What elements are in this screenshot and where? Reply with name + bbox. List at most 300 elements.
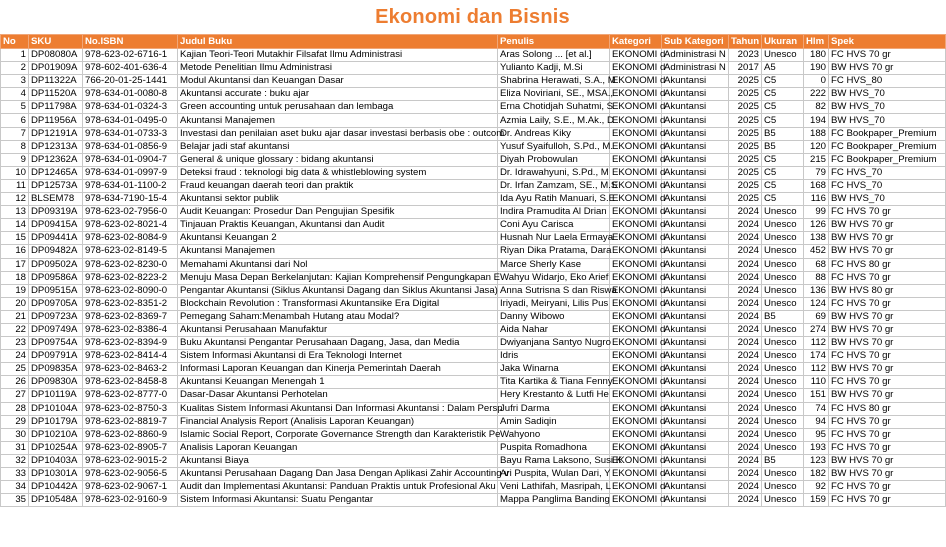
cell-ukuran[interactable]: Unesco — [762, 232, 804, 245]
cell-sub-kategori[interactable]: Akuntansi — [662, 101, 729, 114]
cell-tahun[interactable]: 2024 — [729, 376, 762, 389]
cell-hlm[interactable]: 182 — [804, 468, 829, 481]
cell-tahun[interactable]: 2024 — [729, 428, 762, 441]
header-col-sub-kategori[interactable]: Sub Kategori — [662, 35, 729, 49]
cell-no[interactable]: 12 — [1, 193, 29, 206]
cell-sku[interactable]: DP10442A — [29, 481, 83, 494]
cell-tahun[interactable]: 2024 — [729, 297, 762, 310]
cell-no[interactable]: 31 — [1, 441, 29, 454]
cell-judul-buku[interactable]: Modul Akuntansi dan Keuangan Dasar — [178, 75, 498, 88]
cell-no[interactable]: 6 — [1, 114, 29, 127]
cell-sub-kategori[interactable]: Akuntansi — [662, 494, 729, 507]
cell-hlm[interactable]: 112 — [804, 337, 829, 350]
cell-ukuran[interactable]: Unesco — [762, 415, 804, 428]
cell-hlm[interactable]: 120 — [804, 140, 829, 153]
cell-judul-buku[interactable]: Analisis Laporan Keuangan — [178, 441, 498, 454]
cell-isbn[interactable]: 978-623-02-8819-7 — [83, 415, 178, 428]
cell-tahun[interactable]: 2024 — [729, 219, 762, 232]
cell-spek[interactable]: FC HVS 70 gr — [829, 481, 946, 494]
cell-judul-buku[interactable]: Audit Keuangan: Prosedur Dan Pengujian Spesifik — [178, 206, 498, 219]
cell-penulis[interactable]: Jaka Winarna — [498, 363, 610, 376]
cell-sku[interactable]: DP08080A — [29, 49, 83, 62]
cell-hlm[interactable]: 180 — [804, 49, 829, 62]
cell-sku[interactable]: BLSEM78 — [29, 193, 83, 206]
cell-penulis[interactable]: Mappa Panglima Banding — [498, 494, 610, 507]
cell-spek[interactable]: FC HVS 70 gr — [829, 428, 946, 441]
cell-ukuran[interactable]: C5 — [762, 153, 804, 166]
cell-judul-buku[interactable]: Akuntansi Perusahaan Manufaktur — [178, 323, 498, 336]
cell-kategori[interactable]: EKONOMI d — [610, 219, 662, 232]
cell-kategori[interactable]: EKONOMI d — [610, 258, 662, 271]
cell-kategori[interactable]: EKONOMI d — [610, 389, 662, 402]
cell-hlm[interactable]: 79 — [804, 166, 829, 179]
cell-penulis[interactable]: Veni Lathifah, Masripah, L — [498, 481, 610, 494]
cell-ukuran[interactable]: B5 — [762, 127, 804, 140]
cell-kategori[interactable]: EKONOMI d — [610, 337, 662, 350]
cell-sku[interactable]: DP10254A — [29, 441, 83, 454]
cell-tahun[interactable]: 2024 — [729, 310, 762, 323]
cell-spek[interactable]: FC HVS 70 gr — [829, 206, 946, 219]
cell-kategori[interactable]: EKONOMI d — [610, 206, 662, 219]
cell-sku[interactable]: DP09441A — [29, 232, 83, 245]
cell-penulis[interactable]: Iriyadi, Meiryani, Lilis Pus — [498, 297, 610, 310]
cell-judul-buku[interactable]: Audit dan Implementasi Akuntansi: Panduan Praktis untuk Profesional Aku — [178, 481, 498, 494]
cell-isbn[interactable]: 978-623-02-8905-7 — [83, 441, 178, 454]
cell-no[interactable]: 17 — [1, 258, 29, 271]
cell-penulis[interactable]: Aras Solong ... [et al.] — [498, 49, 610, 62]
cell-spek[interactable]: BW HVS 70 gr — [829, 454, 946, 467]
cell-sub-kategori[interactable]: Akuntansi — [662, 179, 729, 192]
cell-spek[interactable]: FC Bookpaper_Premium — [829, 127, 946, 140]
cell-sub-kategori[interactable]: Akuntansi — [662, 271, 729, 284]
cell-sub-kategori[interactable]: Akuntansi — [662, 376, 729, 389]
cell-judul-buku[interactable]: Blockchain Revolution : Transformasi Akuntansike Era Digital — [178, 297, 498, 310]
cell-judul-buku[interactable]: Deteksi fraud : teknologi big data & whistleblowing system — [178, 166, 498, 179]
cell-sku[interactable]: DP11956A — [29, 114, 83, 127]
cell-judul-buku[interactable]: Pengantar Akuntansi (Siklus Akuntansi Dagang dan Siklus Akuntansi Jasa) — [178, 284, 498, 297]
cell-ukuran[interactable]: C5 — [762, 114, 804, 127]
cell-sku[interactable]: DP10119A — [29, 389, 83, 402]
cell-hlm[interactable]: 69 — [804, 310, 829, 323]
cell-sku[interactable]: DP09502A — [29, 258, 83, 271]
cell-kategori[interactable]: EKONOMI d — [610, 153, 662, 166]
cell-ukuran[interactable]: Unesco — [762, 468, 804, 481]
cell-judul-buku[interactable]: Dasar-Dasar Akuntansi Perhotelan — [178, 389, 498, 402]
cell-sub-kategori[interactable]: Akuntansi — [662, 114, 729, 127]
cell-judul-buku[interactable]: Kajian Teori-Teori Mutakhir Filsafat Ilmu Administrasi — [178, 49, 498, 62]
cell-penulis[interactable]: Wahyono — [498, 428, 610, 441]
cell-isbn[interactable]: 978-623-02-8386-4 — [83, 323, 178, 336]
cell-judul-buku[interactable]: Akuntansi Biaya — [178, 454, 498, 467]
cell-judul-buku[interactable]: Financial Analysis Report (Analisis Laporan Keuangan) — [178, 415, 498, 428]
cell-spek[interactable]: BW HVS 70 gr — [829, 310, 946, 323]
cell-sub-kategori[interactable]: Akuntansi — [662, 219, 729, 232]
cell-isbn[interactable]: 978-634-01-0495-0 — [83, 114, 178, 127]
cell-isbn[interactable]: 978-623-02-7956-0 — [83, 206, 178, 219]
cell-isbn[interactable]: 978-623-02-8458-8 — [83, 376, 178, 389]
cell-ukuran[interactable]: Unesco — [762, 323, 804, 336]
cell-judul-buku[interactable]: Informasi Laporan Keuangan dan Kinerja Pemerintah Daerah — [178, 363, 498, 376]
cell-sku[interactable]: DP09791A — [29, 350, 83, 363]
cell-no[interactable]: 8 — [1, 140, 29, 153]
cell-spek[interactable]: FC Bookpaper_Premium — [829, 140, 946, 153]
header-col-spek[interactable]: Spek — [829, 35, 946, 49]
cell-spek[interactable]: FC HVS 80 gr — [829, 258, 946, 271]
cell-sku[interactable]: DP11520A — [29, 88, 83, 101]
cell-sub-kategori[interactable]: Akuntansi — [662, 206, 729, 219]
cell-tahun[interactable]: 2025 — [729, 114, 762, 127]
cell-tahun[interactable]: 2024 — [729, 271, 762, 284]
cell-isbn[interactable]: 978-623-02-6716-1 — [83, 49, 178, 62]
cell-tahun[interactable]: 2025 — [729, 193, 762, 206]
cell-spek[interactable]: BW HVS_70 — [829, 101, 946, 114]
cell-sub-kategori[interactable]: Akuntansi — [662, 389, 729, 402]
cell-tahun[interactable]: 2024 — [729, 232, 762, 245]
cell-no[interactable]: 27 — [1, 389, 29, 402]
header-col-isbn[interactable]: No.ISBN — [83, 35, 178, 49]
cell-hlm[interactable]: 190 — [804, 62, 829, 75]
cell-penulis[interactable]: Marce Sherly Kase — [498, 258, 610, 271]
cell-ukuran[interactable]: C5 — [762, 179, 804, 192]
cell-sku[interactable]: DP11798A — [29, 101, 83, 114]
cell-ukuran[interactable]: Unesco — [762, 297, 804, 310]
cell-ukuran[interactable]: C5 — [762, 193, 804, 206]
cell-no[interactable]: 26 — [1, 376, 29, 389]
cell-judul-buku[interactable]: Akuntansi sektor publik — [178, 193, 498, 206]
cell-isbn[interactable]: 978-623-02-8860-9 — [83, 428, 178, 441]
cell-penulis[interactable]: Dr. Irfan Zamzam, SE., M.S — [498, 179, 610, 192]
cell-hlm[interactable]: 126 — [804, 219, 829, 232]
cell-judul-buku[interactable]: Akuntansi Keuangan Menengah 1 — [178, 376, 498, 389]
cell-no[interactable]: 28 — [1, 402, 29, 415]
cell-penulis[interactable]: Yulianto Kadji, M.Si — [498, 62, 610, 75]
cell-tahun[interactable]: 2024 — [729, 441, 762, 454]
cell-tahun[interactable]: 2024 — [729, 481, 762, 494]
cell-judul-buku[interactable]: Sistem Informasi Akuntansi: Suatu Pengantar — [178, 494, 498, 507]
cell-kategori[interactable]: EKONOMI d — [610, 179, 662, 192]
cell-no[interactable]: 35 — [1, 494, 29, 507]
cell-spek[interactable]: FC HVS 70 gr — [829, 494, 946, 507]
cell-sub-kategori[interactable]: Akuntansi — [662, 245, 729, 258]
cell-hlm[interactable]: 215 — [804, 153, 829, 166]
cell-no[interactable]: 22 — [1, 323, 29, 336]
cell-sub-kategori[interactable]: Akuntansi — [662, 468, 729, 481]
cell-penulis[interactable]: Danny Wibowo — [498, 310, 610, 323]
header-col-sku[interactable]: SKU — [29, 35, 83, 49]
cell-hlm[interactable]: 194 — [804, 114, 829, 127]
cell-ukuran[interactable]: Unesco — [762, 219, 804, 232]
cell-ukuran[interactable]: Unesco — [762, 376, 804, 389]
cell-kategori[interactable]: EKONOMI d — [610, 193, 662, 206]
cell-penulis[interactable]: Eliza Noviriani, SE., MSA., — [498, 88, 610, 101]
cell-sku[interactable]: DP09415A — [29, 219, 83, 232]
cell-no[interactable]: 19 — [1, 284, 29, 297]
cell-isbn[interactable]: 978-623-02-9160-9 — [83, 494, 178, 507]
cell-penulis[interactable]: Indira Pramudita Al Drian — [498, 206, 610, 219]
cell-ukuran[interactable]: Unesco — [762, 258, 804, 271]
cell-no[interactable]: 7 — [1, 127, 29, 140]
cell-tahun[interactable]: 2025 — [729, 153, 762, 166]
cell-sku[interactable]: DP09515A — [29, 284, 83, 297]
cell-sku[interactable]: DP12191A — [29, 127, 83, 140]
cell-kategori[interactable]: EKONOMI d — [610, 114, 662, 127]
cell-sub-kategori[interactable]: Akuntansi — [662, 153, 729, 166]
cell-spek[interactable]: BW HVS 70 gr — [829, 389, 946, 402]
cell-no[interactable]: 20 — [1, 297, 29, 310]
cell-judul-buku[interactable]: Belajar jadi staf akuntansi — [178, 140, 498, 153]
cell-judul-buku[interactable]: Metode Penelitian Ilmu Administrasi — [178, 62, 498, 75]
cell-judul-buku[interactable]: Menuju Masa Depan Berkelanjutan: Kajian Komprehensif Pengungkapan E — [178, 271, 498, 284]
cell-sku[interactable]: DP09835A — [29, 363, 83, 376]
cell-sku[interactable]: DP09586A — [29, 271, 83, 284]
cell-hlm[interactable]: 274 — [804, 323, 829, 336]
cell-tahun[interactable]: 2024 — [729, 245, 762, 258]
cell-judul-buku[interactable]: Islamic Social Report, Corporate Governance Strength dan Karakteristik Pe — [178, 428, 498, 441]
cell-ukuran[interactable]: Unesco — [762, 206, 804, 219]
cell-no[interactable]: 5 — [1, 101, 29, 114]
cell-kategori[interactable]: EKONOMI d — [610, 376, 662, 389]
cell-judul-buku[interactable]: Tinjauan Praktis Keuangan, Akuntansi dan Audit — [178, 219, 498, 232]
cell-kategori[interactable]: EKONOMI d — [610, 481, 662, 494]
cell-isbn[interactable]: 978-623-02-9056-5 — [83, 468, 178, 481]
cell-sub-kategori[interactable]: Akuntansi — [662, 441, 729, 454]
cell-no[interactable]: 9 — [1, 153, 29, 166]
cell-ukuran[interactable]: C5 — [762, 101, 804, 114]
cell-tahun[interactable]: 2025 — [729, 140, 762, 153]
cell-kategori[interactable]: EKONOMI d — [610, 88, 662, 101]
cell-ukuran[interactable]: Unesco — [762, 494, 804, 507]
cell-spek[interactable]: BW HVS 70 gr — [829, 468, 946, 481]
cell-sub-kategori[interactable]: Akuntansi — [662, 127, 729, 140]
cell-sub-kategori[interactable]: Akuntansi — [662, 297, 729, 310]
cell-no[interactable]: 24 — [1, 350, 29, 363]
cell-kategori[interactable]: EKONOMI d — [610, 441, 662, 454]
cell-no[interactable]: 18 — [1, 271, 29, 284]
cell-ukuran[interactable]: Unesco — [762, 428, 804, 441]
header-col-ukuran[interactable]: Ukuran — [762, 35, 804, 49]
cell-spek[interactable]: FC Bookpaper_Premium — [829, 153, 946, 166]
cell-spek[interactable]: FC HVS_70 — [829, 166, 946, 179]
cell-penulis[interactable]: Anna Sutrisna S dan Riswa — [498, 284, 610, 297]
cell-kategori[interactable]: EKONOMI d — [610, 101, 662, 114]
cell-sku[interactable]: DP09705A — [29, 297, 83, 310]
cell-hlm[interactable]: 92 — [804, 481, 829, 494]
cell-isbn[interactable]: 978-623-02-8750-3 — [83, 402, 178, 415]
cell-tahun[interactable]: 2024 — [729, 468, 762, 481]
cell-isbn[interactable]: 978-634-01-0080-8 — [83, 88, 178, 101]
cell-ukuran[interactable]: Unesco — [762, 271, 804, 284]
cell-tahun[interactable]: 2024 — [729, 415, 762, 428]
cell-ukuran[interactable]: C5 — [762, 75, 804, 88]
cell-sub-kategori[interactable]: Akuntansi — [662, 140, 729, 153]
cell-isbn[interactable]: 978-623-02-9067-1 — [83, 481, 178, 494]
cell-ukuran[interactable]: Unesco — [762, 245, 804, 258]
cell-spek[interactable]: BW HVS 70 gr — [829, 363, 946, 376]
cell-kategori[interactable]: EKONOMI d — [610, 494, 662, 507]
cell-spek[interactable]: BW HVS 70 gr — [829, 219, 946, 232]
cell-penulis[interactable]: Shabrina Herawati, S.A., M — [498, 75, 610, 88]
cell-isbn[interactable]: 978-634-7190-15-4 — [83, 193, 178, 206]
cell-sub-kategori[interactable]: Akuntansi — [662, 337, 729, 350]
cell-sku[interactable]: DP11322A — [29, 75, 83, 88]
cell-tahun[interactable]: 2024 — [729, 454, 762, 467]
cell-ukuran[interactable]: B5 — [762, 140, 804, 153]
cell-no[interactable]: 21 — [1, 310, 29, 323]
cell-penulis[interactable]: Dr. Andreas Kiky — [498, 127, 610, 140]
cell-sub-kategori[interactable]: Akuntansi — [662, 166, 729, 179]
cell-isbn[interactable]: 978-623-02-8090-0 — [83, 284, 178, 297]
cell-penulis[interactable]: Bayu Rama Laksono, Susi K — [498, 454, 610, 467]
cell-sub-kategori[interactable]: Akuntansi — [662, 428, 729, 441]
cell-kategori[interactable]: EKONOMI d — [610, 310, 662, 323]
cell-penulis[interactable]: Tita Kartika & Tiana Fenny — [498, 376, 610, 389]
cell-tahun[interactable]: 2024 — [729, 350, 762, 363]
cell-penulis[interactable]: Ari Puspita, Wulan Dari, Y — [498, 468, 610, 481]
cell-spek[interactable]: BW HVS_70 — [829, 114, 946, 127]
cell-spek[interactable]: FC HVS_80 — [829, 75, 946, 88]
cell-sub-kategori[interactable]: Akuntansi — [662, 402, 729, 415]
cell-kategori[interactable]: EKONOMI d — [610, 232, 662, 245]
cell-isbn[interactable]: 978-623-02-8777-0 — [83, 389, 178, 402]
cell-sku[interactable]: DP09482A — [29, 245, 83, 258]
cell-spek[interactable]: BW HVS 70 gr — [829, 323, 946, 336]
cell-kategori[interactable]: EKONOMI d — [610, 415, 662, 428]
cell-isbn[interactable]: 978-623-02-8230-0 — [83, 258, 178, 271]
cell-sku[interactable]: DP01909A — [29, 62, 83, 75]
cell-judul-buku[interactable]: Akuntansi Manajemen — [178, 245, 498, 258]
cell-sub-kategori[interactable]: Akuntansi — [662, 323, 729, 336]
cell-isbn[interactable]: 978-634-01-1100-2 — [83, 179, 178, 192]
cell-hlm[interactable]: 138 — [804, 232, 829, 245]
cell-spek[interactable]: FC HVS 70 gr — [829, 271, 946, 284]
cell-isbn[interactable]: 978-634-01-0324-3 — [83, 101, 178, 114]
cell-penulis[interactable]: Wahyu Widarjo, Eko Arief — [498, 271, 610, 284]
cell-penulis[interactable]: Diyah Probowulan — [498, 153, 610, 166]
cell-isbn[interactable]: 978-623-02-8084-9 — [83, 232, 178, 245]
cell-hlm[interactable]: 452 — [804, 245, 829, 258]
cell-no[interactable]: 1 — [1, 49, 29, 62]
cell-spek[interactable]: BW HVS 70 gr — [829, 245, 946, 258]
cell-sku[interactable]: DP12362A — [29, 153, 83, 166]
cell-kategori[interactable]: EKONOMI d — [610, 284, 662, 297]
cell-sub-kategori[interactable]: Akuntansi — [662, 284, 729, 297]
cell-sku[interactable]: DP10548A — [29, 494, 83, 507]
cell-ukuran[interactable]: Unesco — [762, 337, 804, 350]
cell-kategori[interactable]: EKONOMI d — [610, 402, 662, 415]
cell-tahun[interactable]: 2024 — [729, 206, 762, 219]
header-col-hlm[interactable]: Hlm — [804, 35, 829, 49]
cell-penulis[interactable]: Jufri Darma — [498, 402, 610, 415]
cell-hlm[interactable]: 112 — [804, 363, 829, 376]
cell-hlm[interactable]: 123 — [804, 454, 829, 467]
cell-kategori[interactable]: EKONOMI d — [610, 75, 662, 88]
cell-isbn[interactable]: 978-634-01-0733-3 — [83, 127, 178, 140]
cell-kategori[interactable]: EKONOMI d — [610, 166, 662, 179]
cell-penulis[interactable]: Hery Krestanto & Lutfi He — [498, 389, 610, 402]
cell-sub-kategori[interactable]: Akuntansi — [662, 232, 729, 245]
cell-tahun[interactable]: 2025 — [729, 166, 762, 179]
cell-penulis[interactable]: Dr. Idrawahyuni, S.Pd., M — [498, 166, 610, 179]
cell-penulis[interactable]: Aida Nahar — [498, 323, 610, 336]
cell-no[interactable]: 16 — [1, 245, 29, 258]
cell-judul-buku[interactable]: Akuntansi Keuangan 2 — [178, 232, 498, 245]
cell-hlm[interactable]: 193 — [804, 441, 829, 454]
cell-spek[interactable]: FC HVS 70 gr — [829, 415, 946, 428]
cell-spek[interactable]: BW HVS_70 — [829, 193, 946, 206]
cell-no[interactable]: 29 — [1, 415, 29, 428]
cell-sub-kategori[interactable]: Akuntansi — [662, 363, 729, 376]
cell-hlm[interactable]: 174 — [804, 350, 829, 363]
cell-isbn[interactable]: 978-634-01-0904-7 — [83, 153, 178, 166]
cell-isbn[interactable]: 978-623-02-8414-4 — [83, 350, 178, 363]
cell-penulis[interactable]: Husnah Nur Laela Ermaya — [498, 232, 610, 245]
cell-tahun[interactable]: 2024 — [729, 337, 762, 350]
cell-kategori[interactable]: EKONOMI d — [610, 140, 662, 153]
cell-spek[interactable]: BW HVS 70 gr — [829, 232, 946, 245]
cell-penulis[interactable]: Yusuf Syaifulloh, S.Pd., M. — [498, 140, 610, 153]
cell-sku[interactable]: DP10210A — [29, 428, 83, 441]
cell-isbn[interactable]: 978-623-02-8021-4 — [83, 219, 178, 232]
cell-kategori[interactable]: EKONOMI d — [610, 127, 662, 140]
cell-sub-kategori[interactable]: Akuntansi — [662, 258, 729, 271]
cell-kategori[interactable]: EKONOMI d — [610, 271, 662, 284]
cell-tahun[interactable]: 2024 — [729, 363, 762, 376]
cell-isbn[interactable]: 978-623-02-8223-2 — [83, 271, 178, 284]
cell-hlm[interactable]: 188 — [804, 127, 829, 140]
cell-spek[interactable]: BW HVS 80 gr — [829, 284, 946, 297]
cell-tahun[interactable]: 2024 — [729, 389, 762, 402]
cell-isbn[interactable]: 978-623-02-9015-2 — [83, 454, 178, 467]
cell-spek[interactable]: FC HVS 70 gr — [829, 376, 946, 389]
cell-tahun[interactable]: 2024 — [729, 284, 762, 297]
cell-sub-kategori[interactable]: Akuntansi — [662, 75, 729, 88]
cell-judul-buku[interactable]: General & unique glossary : bidang akuntansi — [178, 153, 498, 166]
cell-tahun[interactable]: 2024 — [729, 494, 762, 507]
cell-penulis[interactable]: Amin Sadiqin — [498, 415, 610, 428]
cell-spek[interactable]: FC HVS 70 gr — [829, 350, 946, 363]
cell-hlm[interactable]: 116 — [804, 193, 829, 206]
cell-sub-kategori[interactable]: Akuntansi — [662, 193, 729, 206]
cell-spek[interactable]: BW HVS_70 — [829, 88, 946, 101]
cell-ukuran[interactable]: B5 — [762, 310, 804, 323]
cell-hlm[interactable]: 94 — [804, 415, 829, 428]
cell-no[interactable]: 23 — [1, 337, 29, 350]
cell-penulis[interactable]: Idris — [498, 350, 610, 363]
cell-hlm[interactable]: 99 — [804, 206, 829, 219]
cell-sku[interactable]: DP09754A — [29, 337, 83, 350]
cell-penulis[interactable]: Azmia Laily, S.E., M.Ak., D — [498, 114, 610, 127]
cell-hlm[interactable]: 222 — [804, 88, 829, 101]
cell-kategori[interactable]: EKONOMI d — [610, 454, 662, 467]
cell-hlm[interactable]: 0 — [804, 75, 829, 88]
cell-spek[interactable]: FC HVS 80 gr — [829, 402, 946, 415]
cell-judul-buku[interactable]: Fraud keuangan daerah teori dan praktik — [178, 179, 498, 192]
cell-ukuran[interactable]: C5 — [762, 166, 804, 179]
cell-kategori[interactable]: EKONOMI d — [610, 363, 662, 376]
cell-spek[interactable]: FC HVS 70 gr — [829, 297, 946, 310]
cell-isbn[interactable]: 978-623-02-8149-5 — [83, 245, 178, 258]
cell-kategori[interactable]: EKONOMI d — [610, 62, 662, 75]
cell-ukuran[interactable]: Unesco — [762, 481, 804, 494]
cell-tahun[interactable]: 2024 — [729, 323, 762, 336]
cell-spek[interactable]: BW HVS 70 gr — [829, 337, 946, 350]
cell-sku[interactable]: DP09723A — [29, 310, 83, 323]
cell-kategori[interactable]: EKONOMI d — [610, 323, 662, 336]
cell-isbn[interactable]: 978-623-02-8369-7 — [83, 310, 178, 323]
cell-ukuran[interactable]: A5 — [762, 62, 804, 75]
cell-sub-kategori[interactable]: Akuntansi — [662, 481, 729, 494]
cell-sku[interactable]: DP10104A — [29, 402, 83, 415]
